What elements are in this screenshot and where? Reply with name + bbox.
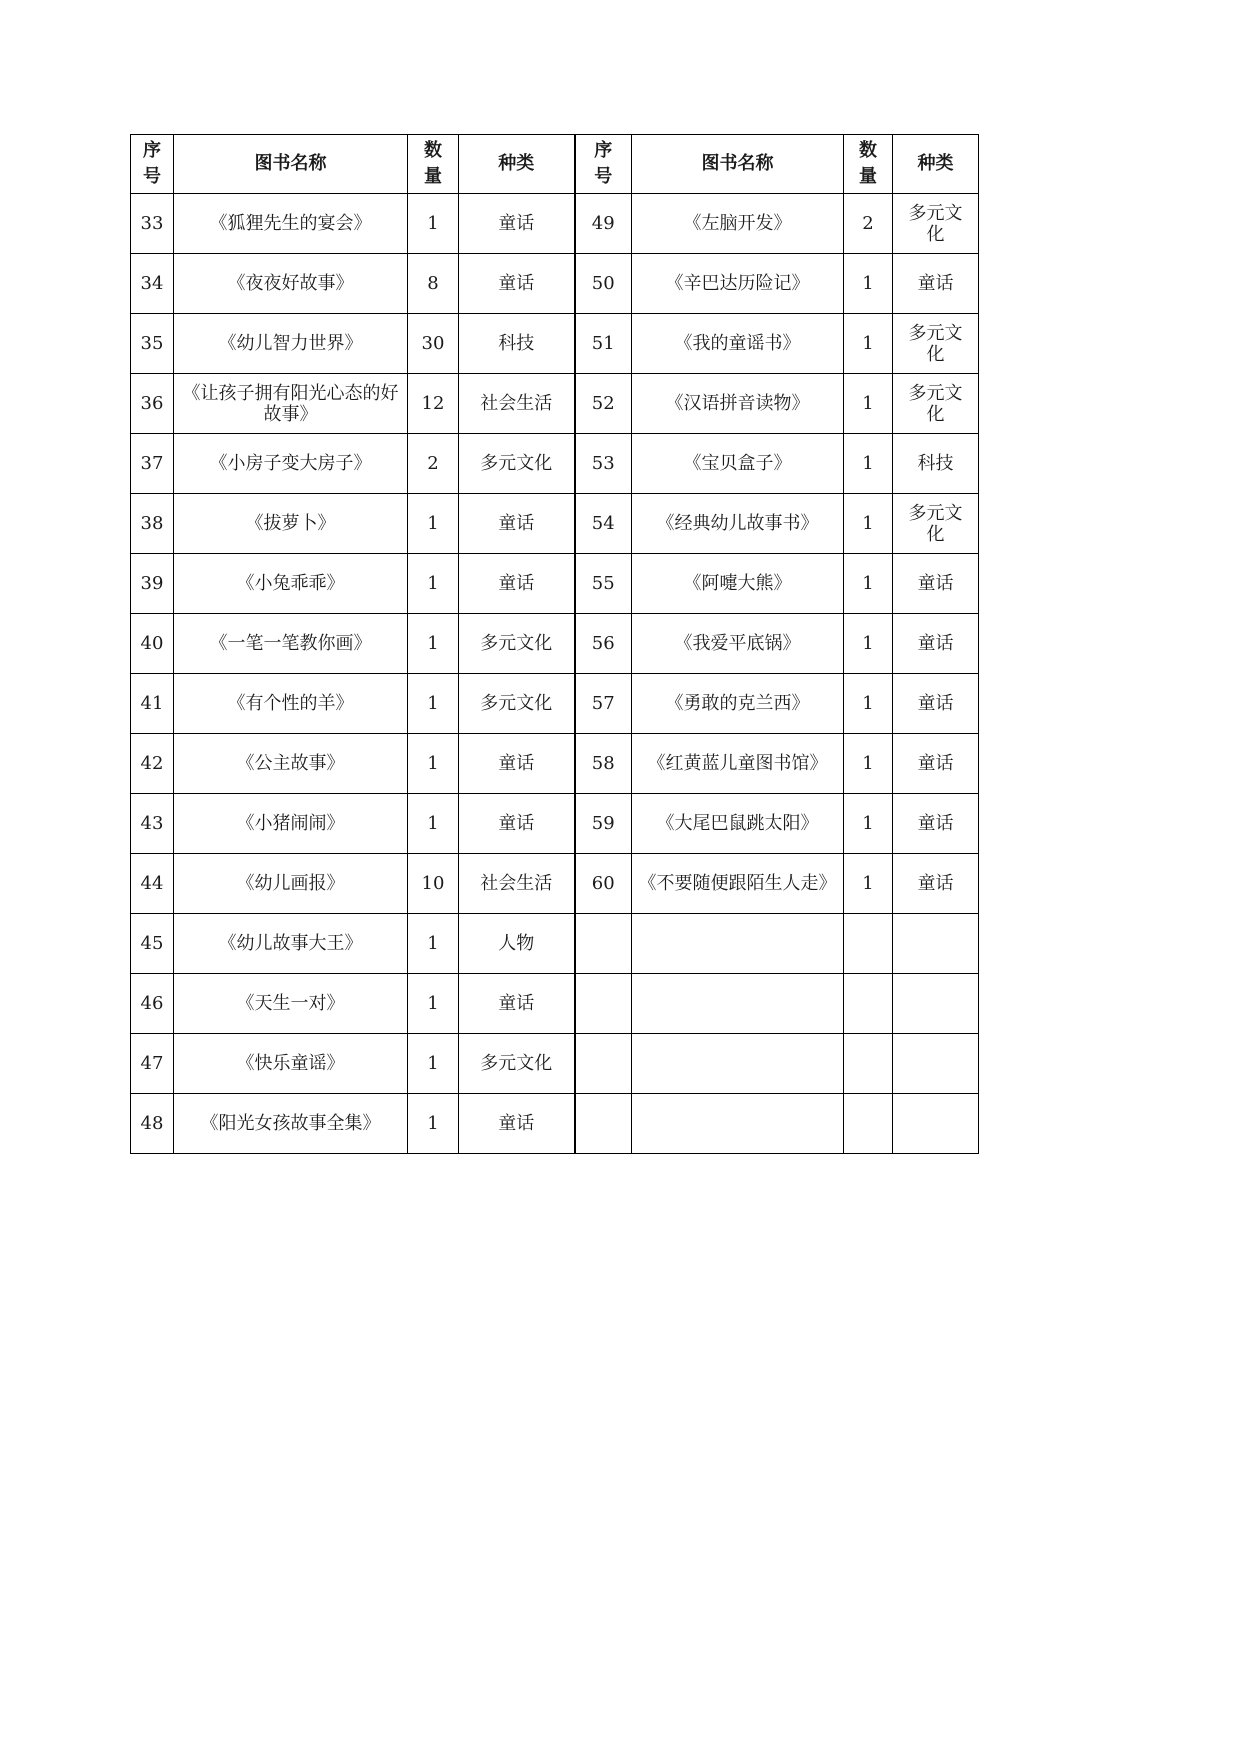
right-category-cell [893,194,979,254]
right-seq-cell [575,974,632,1034]
table-row [131,734,979,794]
left-seq-cell: 42 [131,734,174,794]
left-title-cell: 《公主故事》 [174,734,408,794]
right-category-cell [893,494,979,554]
right-qty-cell: 1 [844,494,893,554]
header-category: 种类 [893,135,979,194]
table-row [131,854,979,914]
left-qty-cell: 10 [408,854,459,914]
right-seq-cell: 54 [575,494,632,554]
right-seq-cell [575,1094,632,1154]
left-category-cell: 童话 [459,494,575,554]
right-qty-cell [844,1034,893,1094]
right-qty-cell: 1 [844,614,893,674]
table-row [131,974,979,1034]
table-row [131,254,979,314]
right-qty-cell: 1 [844,434,893,494]
header-seq: 序号 [131,135,174,194]
left-seq-cell: 43 [131,794,174,854]
left-qty-cell: 1 [408,734,459,794]
right-category-cell [893,794,979,854]
right-title-cell: 《我的童谣书》 [632,314,844,374]
category-label: 童话 [917,693,954,714]
right-category-cell [893,1094,979,1154]
category-label: 多元文化 [908,502,963,545]
left-seq-cell: 47 [131,1034,174,1094]
right-category-cell [893,374,979,434]
right-title-cell: 《经典幼儿故事书》 [632,494,844,554]
right-seq-cell: 51 [575,314,632,374]
table-row [131,914,979,974]
right-title-cell [632,914,844,974]
right-qty-cell: 1 [844,734,893,794]
right-title-cell [632,1034,844,1094]
left-qty-cell: 1 [408,1034,459,1094]
left-qty-cell: 1 [408,914,459,974]
header-row [131,135,979,194]
left-title-cell: 《拔萝卜》 [174,494,408,554]
right-category-cell [893,254,979,314]
right-seq-cell: 60 [575,854,632,914]
left-seq-cell: 35 [131,314,174,374]
left-title-cell: 《小兔乖乖》 [174,554,408,614]
right-title-cell: 《阿嚏大熊》 [632,554,844,614]
left-seq-cell: 34 [131,254,174,314]
left-category-cell: 童话 [459,254,575,314]
category-label: 童话 [917,573,954,594]
left-title-cell: 《有个性的羊》 [174,674,408,734]
right-qty-cell: 1 [844,794,893,854]
category-label: 童话 [917,813,954,834]
category-label: 多元文化 [908,322,963,365]
left-qty-cell: 1 [408,974,459,1034]
right-seq-cell: 57 [575,674,632,734]
left-category-cell: 童话 [459,974,575,1034]
left-qty-cell: 1 [408,494,459,554]
right-category-cell [893,614,979,674]
table-row [131,614,979,674]
left-qty-cell: 1 [408,554,459,614]
left-title-cell: 《夜夜好故事》 [174,254,408,314]
table-row [131,794,979,854]
right-seq-cell: 55 [575,554,632,614]
right-category-cell [893,434,979,494]
right-qty-cell [844,914,893,974]
table-row [131,674,979,734]
right-title-cell [632,974,844,1034]
left-qty-cell: 1 [408,1094,459,1154]
right-qty-cell: 1 [844,674,893,734]
right-title-cell: 《汉语拼音读物》 [632,374,844,434]
table-row [131,374,979,434]
header-qty: 数量 [408,135,459,194]
right-qty-cell: 1 [844,554,893,614]
right-title-cell [632,1094,844,1154]
category-label: 多元文化 [908,382,963,425]
right-category-cell [893,734,979,794]
left-category-cell: 童话 [459,794,575,854]
category-label: 科技 [917,453,954,474]
right-category-cell [893,1034,979,1094]
right-seq-cell [575,1034,632,1094]
category-label: 多元文化 [908,202,963,245]
right-qty-cell: 1 [844,254,893,314]
header-title: 图书名称 [632,135,844,194]
table-row [131,314,979,374]
right-seq-cell: 52 [575,374,632,434]
left-title-cell: 《狐狸先生的宴会》 [174,194,408,254]
left-seq-cell: 46 [131,974,174,1034]
right-qty-cell: 2 [844,194,893,254]
table-row [131,1094,979,1154]
left-seq-cell: 40 [131,614,174,674]
left-qty-cell: 2 [408,434,459,494]
left-qty-cell: 1 [408,194,459,254]
header-title: 图书名称 [174,135,408,194]
left-category-cell: 多元文化 [459,434,575,494]
left-category-cell: 社会生活 [459,374,575,434]
left-category-cell: 多元文化 [459,674,575,734]
left-seq-cell: 44 [131,854,174,914]
left-category-cell: 童话 [459,1094,575,1154]
left-category-cell: 童话 [459,734,575,794]
right-category-cell [893,974,979,1034]
right-seq-cell: 58 [575,734,632,794]
right-qty-cell [844,974,893,1034]
left-qty-cell: 8 [408,254,459,314]
left-qty-cell: 12 [408,374,459,434]
table-row [131,554,979,614]
right-category-cell [893,914,979,974]
left-title-cell: 《一笔一笔教你画》 [174,614,408,674]
right-title-cell: 《红黄蓝儿童图书馆》 [632,734,844,794]
right-qty-cell: 1 [844,854,893,914]
left-seq-cell: 48 [131,1094,174,1154]
left-title-cell: 《天生一对》 [174,974,408,1034]
table-row [131,434,979,494]
category-label: 童话 [917,273,954,294]
right-title-cell: 《大尾巴鼠跳太阳》 [632,794,844,854]
right-title-cell: 《不要随便跟陌生人走》 [632,854,844,914]
right-category-cell [893,314,979,374]
right-seq-cell: 53 [575,434,632,494]
left-seq-cell: 38 [131,494,174,554]
left-title-cell: 《小房子变大房子》 [174,434,408,494]
right-title-cell: 《勇敢的克兰西》 [632,674,844,734]
table-row [131,494,979,554]
right-qty-cell: 1 [844,374,893,434]
left-title-cell: 《阳光女孩故事全集》 [174,1094,408,1154]
left-qty-cell: 1 [408,614,459,674]
left-category-cell: 童话 [459,194,575,254]
header-seq: 序号 [575,135,632,194]
left-title-cell: 《幼儿画报》 [174,854,408,914]
left-category-cell: 人物 [459,914,575,974]
right-seq-cell: 50 [575,254,632,314]
left-seq-cell: 37 [131,434,174,494]
book-inventory-table [130,134,979,1154]
left-category-cell: 多元文化 [459,1034,575,1094]
category-label: 童话 [917,753,954,774]
left-qty-cell: 1 [408,674,459,734]
table-row [131,194,979,254]
right-title-cell: 《宝贝盒子》 [632,434,844,494]
right-qty-cell [844,1094,893,1154]
right-seq-cell: 49 [575,194,632,254]
header-category: 种类 [459,135,575,194]
left-seq-cell: 41 [131,674,174,734]
left-qty-cell: 30 [408,314,459,374]
left-seq-cell: 33 [131,194,174,254]
right-category-cell [893,674,979,734]
left-qty-cell: 1 [408,794,459,854]
left-seq-cell: 45 [131,914,174,974]
right-seq-cell: 59 [575,794,632,854]
left-title-cell: 《幼儿故事大王》 [174,914,408,974]
left-category-cell: 多元文化 [459,614,575,674]
left-seq-cell: 36 [131,374,174,434]
left-title-cell: 《让孩子拥有阳光心态的好故事》 [174,374,408,434]
category-label: 童话 [917,873,954,894]
left-title-cell: 《幼儿智力世界》 [174,314,408,374]
right-qty-cell: 1 [844,314,893,374]
right-category-cell [893,554,979,614]
left-title-cell: 《小猪闹闹》 [174,794,408,854]
right-title-cell: 《左脑开发》 [632,194,844,254]
left-category-cell: 社会生活 [459,854,575,914]
left-title-cell: 《快乐童谣》 [174,1034,408,1094]
right-category-cell [893,854,979,914]
right-title-cell: 《辛巴达历险记》 [632,254,844,314]
right-title-cell: 《我爱平底锅》 [632,614,844,674]
category-label: 童话 [917,633,954,654]
right-seq-cell: 56 [575,614,632,674]
left-seq-cell: 39 [131,554,174,614]
table-row [131,1034,979,1094]
header-qty: 数量 [844,135,893,194]
left-category-cell: 科技 [459,314,575,374]
right-seq-cell [575,914,632,974]
left-category-cell: 童话 [459,554,575,614]
